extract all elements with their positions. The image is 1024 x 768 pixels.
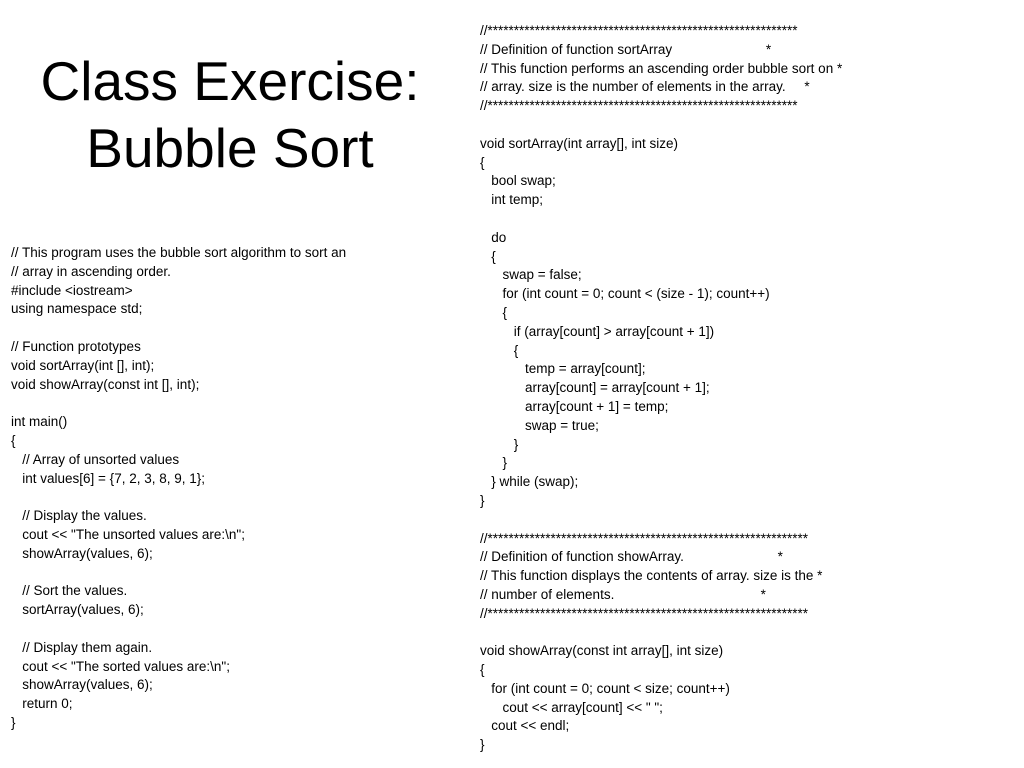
code-line: {: [480, 662, 485, 678]
code-line: //***********************************************************: [480, 98, 798, 114]
code-line: for (int count = 0; count < size; count++): [480, 680, 730, 696]
code-line: return 0;: [11, 696, 73, 712]
code-line: // array in ascending order.: [11, 263, 171, 279]
code-line: #include <iostream>: [11, 282, 133, 298]
code-line: swap = false;: [480, 267, 582, 283]
main-program-code-block: [11, 244, 441, 733]
code-line: // This function displays the contents of array. size is the *: [480, 568, 823, 584]
code-line: }: [480, 455, 508, 471]
code-line: using namespace std;: [11, 301, 143, 317]
code-line: [11, 620, 441, 639]
code-line: }: [480, 492, 485, 508]
code-line: [11, 394, 441, 413]
code-line: {: [480, 154, 485, 170]
code-line: if (array[count] > array[count + 1]): [480, 323, 715, 339]
code-line: [480, 116, 1010, 135]
code-line: // Function prototypes: [11, 338, 141, 354]
code-line: } while (swap);: [480, 474, 579, 490]
slide-title-line-1: Class Exercise:: [40, 50, 420, 112]
code-line: // array. size is the number of elements in the array. *: [480, 79, 810, 95]
slide-title: [10, 48, 450, 182]
code-line: //***********************************************************: [480, 23, 798, 38]
code-line: cout << array[count] << " ";: [480, 699, 663, 715]
code-line: // Array of unsorted values: [11, 451, 180, 467]
code-line: int main(): [11, 414, 68, 430]
code-line: // Definition of function sortArray *: [480, 41, 772, 57]
code-line: {: [11, 432, 16, 448]
code-line: int values[6] = {7, 2, 3, 8, 9, 1};: [11, 470, 206, 486]
code-line: // This function performs an ascending order bubble sort on *: [480, 60, 843, 76]
code-line: array[count + 1] = temp;: [480, 398, 669, 414]
code-line: {: [480, 304, 508, 320]
code-line: // Definition of function showArray. *: [480, 549, 783, 565]
code-line: }: [480, 737, 485, 753]
code-line: [11, 564, 441, 583]
code-line: {: [480, 342, 519, 358]
code-line: // Display the values.: [11, 508, 147, 524]
code-line: swap = true;: [480, 417, 599, 433]
code-line: [480, 511, 1010, 530]
code-line: void showArray(const int [], int);: [11, 376, 200, 392]
code-line: }: [480, 436, 519, 452]
code-line: temp = array[count];: [480, 361, 646, 377]
code-line: int temp;: [480, 192, 544, 208]
code-line: showArray(values, 6);: [11, 545, 153, 561]
code-line: [480, 210, 1010, 229]
code-line: sortArray(values, 6);: [11, 602, 144, 618]
code-line: cout << "The unsorted values are:\n";: [11, 526, 245, 542]
code-line: // Display them again.: [11, 639, 153, 655]
code-line: void sortArray(int [], int);: [11, 357, 155, 373]
code-line: //*************************************************************: [480, 530, 808, 546]
code-line: [11, 319, 441, 338]
code-line: cout << endl;: [480, 718, 570, 734]
code-line: void sortArray(int array[], int size): [480, 135, 679, 151]
function-definitions-code-block: [480, 22, 1010, 755]
code-line: [11, 488, 441, 507]
code-line: [480, 624, 1010, 643]
code-line: bool swap;: [480, 173, 556, 189]
code-line: cout << "The sorted values are:\n";: [11, 658, 230, 674]
code-line: }: [11, 714, 16, 730]
code-line: void showArray(const int array[], int size): [480, 643, 724, 659]
code-line: // This program uses the bubble sort algorithm to sort an: [11, 245, 347, 260]
code-line: {: [480, 248, 496, 264]
code-line: do: [480, 229, 507, 245]
code-line: array[count] = array[count + 1];: [480, 380, 710, 396]
slide-title-line-2: Bubble Sort: [86, 117, 374, 179]
code-line: // number of elements. *: [480, 586, 766, 602]
code-line: for (int count = 0; count < (size - 1); count++): [480, 286, 770, 302]
code-line: //*************************************************************: [480, 605, 808, 621]
code-line: showArray(values, 6);: [11, 677, 153, 693]
code-line: // Sort the values.: [11, 583, 128, 599]
